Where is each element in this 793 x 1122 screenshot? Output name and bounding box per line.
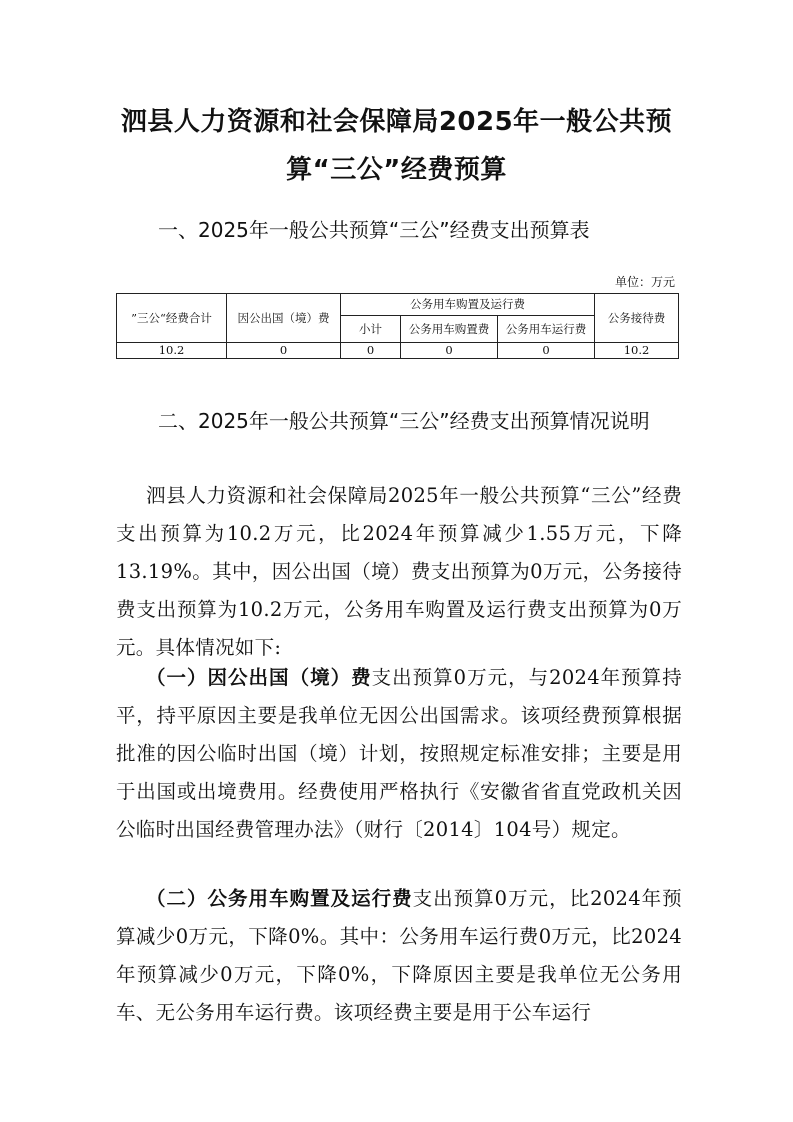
unit-label: 单位：万元 bbox=[614, 275, 675, 289]
cell-reception: 10.2 bbox=[595, 343, 679, 359]
cell-abroad: 0 bbox=[227, 343, 341, 359]
paragraph-vehicle-text: 支出预算0万元，比2024年预算减少0万元，下降0%。其中：公务用车运行费0万元，比2024年预算减少0万元，下降0%，下降原因主要是我单位无公务用车、无公务用车运行费。该项经费主要是用于公车运行 bbox=[116, 887, 682, 1024]
section1-heading: 一、2025年一般公共预算“三公”经费支出预算表 bbox=[158, 218, 590, 242]
paragraph-abroad bbox=[116, 659, 682, 849]
budget-table bbox=[116, 293, 679, 359]
paragraph-summary: 泗县人力资源和社会保障局2025年一般公共预算“三公”经费支出预算为10.2万元，比2024年预算减少1.55万元，下降13.19%。其中，因公出国（境）费支出预算为0万元，公务接待费支出预算为10.2万元，公务用车购置及运行费支出预算为0万元。具体情况如下: bbox=[116, 484, 682, 659]
cell-vehicle-purchase: 0 bbox=[401, 343, 498, 359]
header-vehicle-group: 公务用车购置及运行费 bbox=[341, 294, 595, 316]
table-row bbox=[117, 343, 679, 359]
header-abroad: 因公出国（境）费 bbox=[227, 294, 341, 343]
cell-vehicle-operation: 0 bbox=[498, 343, 595, 359]
cell-vehicle-subtotal: 0 bbox=[341, 343, 401, 359]
header-reception: 公务接待费 bbox=[595, 294, 679, 343]
header-vehicle-subtotal: 小计 bbox=[341, 316, 401, 343]
cell-total: 10.2 bbox=[117, 343, 227, 359]
section2-heading: 二、2025年一般公共预算“三公”经费支出预算情况说明 bbox=[158, 409, 650, 433]
header-vehicle-operation: 公务用车运行费 bbox=[498, 316, 595, 343]
header-vehicle-purchase: 公务用车购置费 bbox=[401, 316, 498, 343]
paragraph-abroad-heading: （一）因公出国（境）费 bbox=[146, 666, 372, 689]
paragraph-abroad-text: 支出预算0万元，与2024年预算持平，持平原因主要是我单位无因公出国需求。该项经费预算根据批准的因公临时出国（境）计划，按照规定标准安排；主要是用于出国或出境费用。经费使用严格执行《安徽省省直党政机关因公临时出国经费管理办法》（财行〔2014〕104号）规定。 bbox=[116, 666, 682, 841]
paragraph-vehicle bbox=[116, 880, 682, 1032]
paragraph-vehicle-heading: （二）公务用车购置及运行费 bbox=[146, 887, 413, 910]
header-total: ”三公“经费合计 bbox=[117, 294, 227, 343]
document-title: 泗县人力资源和社会保障局2025年一般公共预算“三公”经费预算 bbox=[120, 107, 673, 185]
